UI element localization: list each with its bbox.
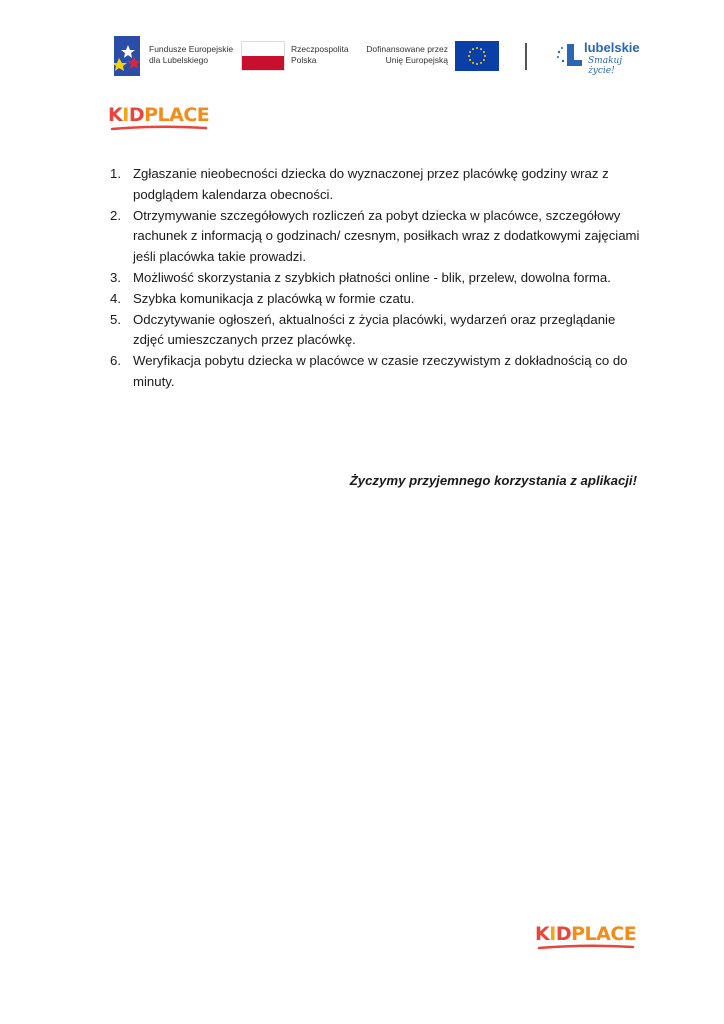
logo-letter-k: K xyxy=(108,104,123,126)
kidplace-logo-top xyxy=(108,106,209,125)
logo-swoosh-icon xyxy=(110,124,208,132)
lubelskie-slogan: Smakuj życie! xyxy=(588,56,623,76)
feature-item xyxy=(110,289,640,310)
eu-funds-label xyxy=(149,44,233,66)
eu-star-icon xyxy=(480,48,482,50)
logo-separator xyxy=(525,43,527,70)
feature-text: Zgłaszanie nieobecności dziecka do wyznaczonej przez placówkę godziny wraz z podglądem kalendarza obecności. xyxy=(133,166,609,202)
eu-flag-icon xyxy=(455,41,499,71)
feature-number: 5. xyxy=(110,311,121,327)
poland-label xyxy=(291,44,349,66)
feature-item xyxy=(110,351,640,393)
feature-number: 1. xyxy=(110,166,121,181)
polish-flag-icon xyxy=(241,41,285,71)
eu-star-icon xyxy=(469,51,471,53)
eu-star-icon xyxy=(483,51,485,53)
funding-logos-bar xyxy=(108,30,648,80)
poland-line2: Polska xyxy=(291,55,317,65)
eu-funds-line1: Fundusze Europejskie xyxy=(149,44,234,54)
eu-star-icon xyxy=(468,55,470,57)
eu-line1: Dofinansowane przez xyxy=(366,44,448,54)
logo-word-place: PLACE xyxy=(144,104,210,126)
eu-star-icon xyxy=(469,59,471,61)
logo-letter-i: I xyxy=(549,923,556,945)
feature-item xyxy=(110,206,640,268)
feature-text: Weryfikacja pobytu dziecka w placówce w czasie rzeczywistym z dokładnością co do minuty. xyxy=(133,353,628,389)
poland-line1: Rzeczpospolita xyxy=(291,44,349,54)
eu-funds-icon xyxy=(114,36,140,76)
kidplace-logo-bottom xyxy=(535,925,636,944)
feature-number: 3. xyxy=(110,269,121,285)
feature-number: 4. xyxy=(110,290,121,306)
feature-text: Odczytywanie ogłoszeń, aktualności z życia placówki, wydarzeń oraz przeglądanie zdjęć umieszczanych przez placówkę. xyxy=(133,311,616,348)
eu-cofunded-label xyxy=(358,44,448,66)
logo-letter-d: D xyxy=(128,104,145,126)
feature-text: Szybka komunikacja z placówką w formie czatu. xyxy=(133,290,415,306)
feature-number: 6. xyxy=(110,353,121,369)
eu-star-icon xyxy=(480,62,482,64)
feature-list xyxy=(110,164,640,393)
logo-letter-k: K xyxy=(535,923,550,945)
eu-star-icon xyxy=(472,48,474,50)
eu-funds-line2: dla Lubelskiego xyxy=(149,55,209,65)
logo-letter-i: I xyxy=(122,104,129,126)
feature-text: Otrzymywanie szczegółowych rozliczeń za pobyt dziecka w placówce, szczegółowy rachunek z informacją o godzinach/ czesnym, posiłkach wraz z dodatkowymi zajęciami jeśli placówka takie prowadzi. xyxy=(133,207,640,265)
eu-star-icon xyxy=(476,47,478,49)
eu-star-icon xyxy=(483,59,485,61)
closing-message: Życzymy przyjemnego korzystania z aplikacji! xyxy=(349,473,637,488)
eu-star-icon xyxy=(472,62,474,64)
logo-swoosh-icon xyxy=(537,943,635,951)
eu-star-icon xyxy=(484,55,486,57)
lubelskie-name: lubelskie xyxy=(584,40,640,55)
logo-word-place: PLACE xyxy=(571,923,637,945)
feature-item xyxy=(110,268,640,289)
feature-item xyxy=(110,310,640,352)
feature-item xyxy=(110,164,640,206)
feature-number: 2. xyxy=(110,207,121,223)
eu-star-icon xyxy=(476,63,478,65)
logo-letter-d: D xyxy=(555,923,572,945)
eu-line2: Unię Europejską xyxy=(385,55,448,65)
feature-text: Możliwość skorzystania z szybkich płatności online - blik, przelew, dowolna forma. xyxy=(133,269,611,285)
